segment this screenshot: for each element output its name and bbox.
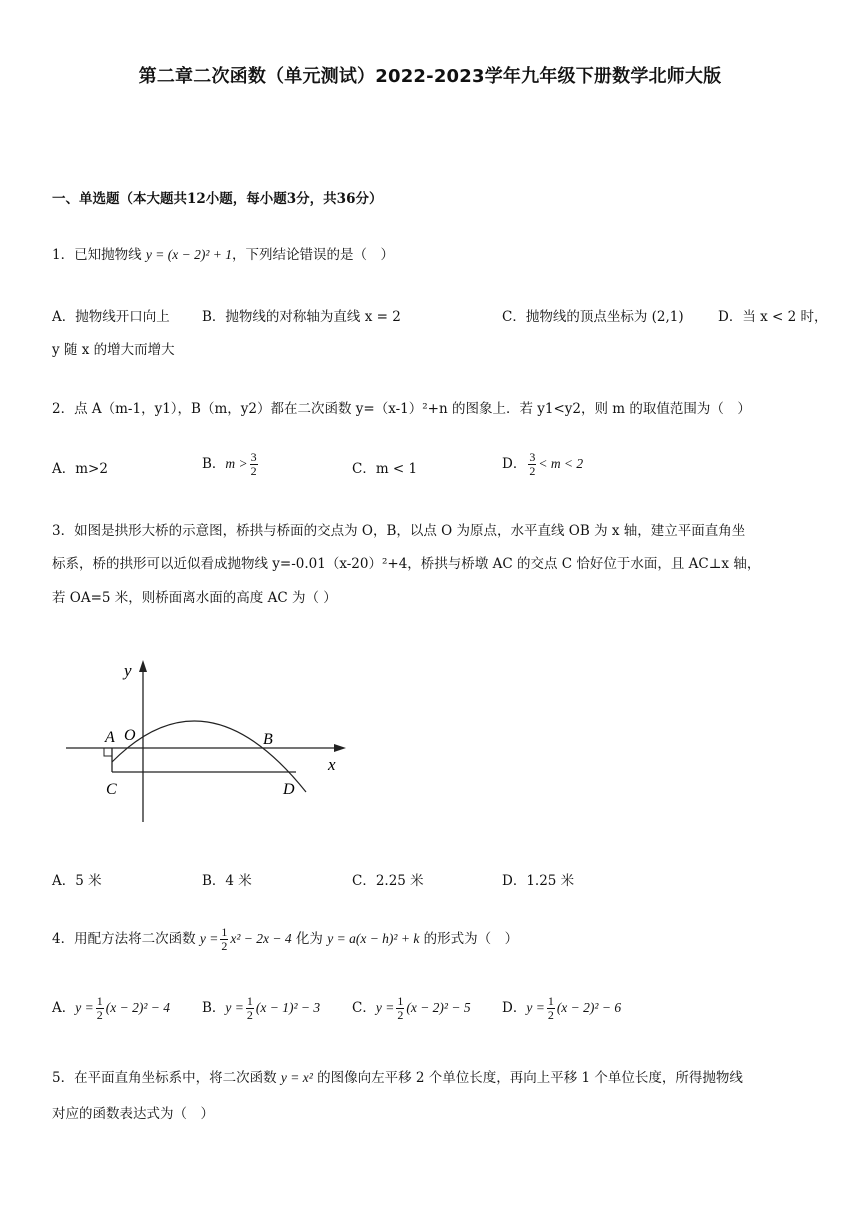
question-3-line-2: 标系，桥的拱形可以近似看成抛物线 y=-0.01（x-20）²+4，桥拱与桥墩 AC 的交点 C 恰好位于水面，且 AC⊥x 轴， [52,556,761,572]
question-3-line-1: 3．如图是拱形大桥的示意图，桥拱与桥面的交点为 O，B，以点 O 为原点，水平直线 OB 为 x 轴，建立平面直角坐 [52,523,746,539]
q3-option-b: B．4 米 [202,873,252,889]
q5-line1-pre: 5．在平面直角坐标系中，将二次函数 [52,1070,281,1086]
section-heading: 一、单选题（本大题共12小题，每小题3分，共36分） [52,191,383,207]
option-label: D． [502,1000,527,1016]
numerator: 1 [547,994,554,1008]
q3-option-d: D．1.25 米 [502,873,575,889]
q1-option-d: D．当 x < 2 时， [718,309,828,325]
q1-option-c: C．抛物线的顶点坐标为 (2,1) [502,309,684,325]
bridge-arch-figure [58,652,358,832]
option-fraction [246,995,254,1022]
q4-option-c [352,995,471,1022]
q2-d-expr: < m < 2 [538,456,584,471]
q1-option-b: B．抛物线的对称轴为直线 x = 2 [202,309,401,325]
numerator: 3 [250,450,257,464]
denominator: 2 [246,1008,253,1022]
q2-b-expr: m > [225,456,248,471]
q4-stem-post: 的形式为（ ） [419,931,519,947]
numerator: 1 [221,925,228,939]
denominator: 2 [250,464,257,478]
label-o: O [124,727,136,744]
q4-stem-y: y = [199,931,219,946]
option-label: B． [202,1000,226,1016]
option-rest: (x − 2)² − 4 [105,1000,170,1015]
q2-option-d [502,451,583,478]
option-y: y = [75,1000,94,1015]
denominator: 2 [547,1008,554,1022]
option-y: y = [225,1000,244,1015]
option-rest: (x − 1)² − 3 [255,1000,321,1015]
label-x: x [328,755,336,774]
q4-stem-mid: 化为 [291,931,328,947]
q1-stem-post: ，下列结论错误的是（ ） [232,247,394,263]
label-a: A [105,729,115,746]
q1-stem-expr: y = (x − 2)² + 1 [145,247,232,262]
option-fraction [547,995,555,1022]
numerator: 1 [96,994,103,1008]
q5-line1-post: 的图像向左平移 2 个单位长度，再向上平移 1 个单位长度，所得抛物线 [312,1070,743,1086]
q4-stem-rest: x² − 2x − 4 [230,931,292,946]
q2-d-label: D． [502,456,527,472]
denominator: 2 [221,939,228,953]
denominator: 2 [529,464,536,478]
q1-option-d-continued: y 随 x 的增大而增大 [52,342,175,358]
option-fraction [96,995,104,1022]
q4-stem-pre: 4．用配方法将二次函数 [52,931,200,947]
question-5-line-2: 对应的函数表达式为（ ） [52,1106,214,1122]
y-axis-arrow [139,660,147,672]
question-4-stem [52,926,518,953]
q2-b-fraction [250,451,258,478]
q2-d-fraction [528,451,536,478]
q2-option-b [202,451,260,478]
label-b: B [263,731,273,748]
q1-option-a: A．抛物线开口向上 [52,309,170,325]
q2-option-c: C．m < 1 [352,461,418,477]
option-y: y = [526,1000,545,1015]
page-title: 第二章二次函数（单元测试）2022-2023学年九年级下册数学北师大版 [138,66,722,87]
q4-option-a [52,995,170,1022]
question-1-stem [52,245,394,265]
arch-parabola [112,721,306,792]
numerator: 1 [397,994,404,1008]
q4-option-b [202,995,320,1022]
denominator: 2 [397,1008,404,1022]
denominator: 2 [96,1008,103,1022]
q4-stem-form: y = a(x − h)² + k [327,931,420,946]
label-y: y [124,661,132,680]
q3-option-c: C．2.25 米 [352,873,424,889]
option-label: A． [52,1000,76,1016]
numerator: 1 [246,994,253,1008]
question-3-line-3: 若 OA=5 米，则桥面离水面的高度 AC 为（ ） [52,590,337,606]
option-rest: (x − 2)² − 5 [406,1000,471,1015]
option-rest: (x − 2)² − 6 [556,1000,622,1015]
option-fraction [396,995,404,1022]
x-axis-arrow [334,744,346,752]
option-label: C． [352,1000,376,1016]
q4-option-d [502,995,621,1022]
q2-b-label: B． [202,456,226,472]
q3-option-a: A．5 米 [52,873,102,889]
question-5-line-1 [52,1068,743,1088]
question-2-stem: 2．点 A（m-1，y1），B（m，y2）都在二次函数 y=（x-1）²+n 的图象上．若 y1<y2，则 m 的取值范围为（ ） [52,401,751,417]
q5-line1-expr: y = x² [280,1070,313,1085]
numerator: 3 [529,450,536,464]
q1-stem-pre: 1．已知抛物线 [52,247,146,263]
label-c: C [106,781,117,798]
q2-option-a: A．m>2 [52,461,108,477]
option-y: y = [375,1000,395,1015]
right-angle-mark [104,748,112,756]
label-d: D [283,781,295,798]
q4-stem-fraction [220,926,228,953]
